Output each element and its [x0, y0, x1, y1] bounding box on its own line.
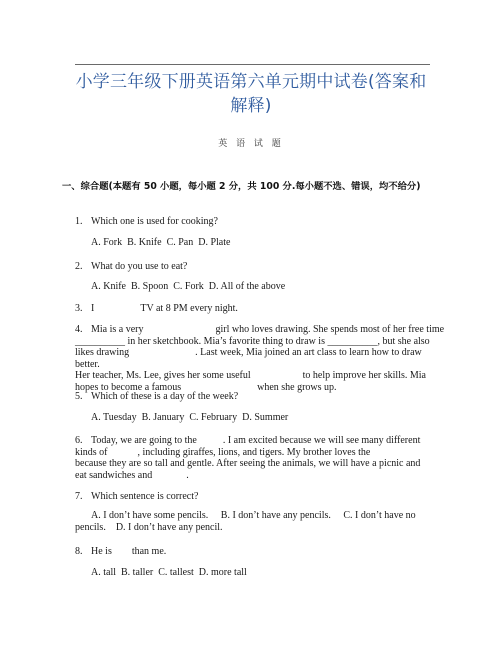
q4-line-5b: when she grows up.: [257, 381, 337, 393]
section-heading: 一、综合题(本题有 50 小题，每小题 2 分，共 100 分.每小题不选、错误，均不给分): [62, 181, 421, 192]
question-1: [75, 216, 455, 228]
option-c: C. Fork: [173, 281, 204, 292]
page-subtitle: 英 语 试 题: [218, 139, 284, 149]
question-7-options: [75, 510, 451, 533]
question-8-options: [91, 567, 252, 579]
title-line-2: 解释): [230, 96, 272, 116]
q4-line-3b: . Last week, Mia joined an art class to learn how to draw better.: [75, 347, 422, 370]
question-text: Which one is used for cooking?: [91, 216, 218, 227]
title-line-1: 小学三年级下册英语第六单元期中试卷(答案和: [75, 72, 427, 92]
option-d: D. Plate: [198, 237, 231, 248]
q4-line-1b: girl who loves drawing. She spends most of her free time: [215, 324, 445, 335]
question-text: Which sentence is correct?: [91, 491, 199, 502]
question-number: 1.: [75, 216, 83, 227]
question-number: 4.: [75, 324, 83, 335]
question-4: [75, 324, 447, 393]
option-c: C. tallest: [158, 567, 194, 578]
option-a: A. tall: [91, 567, 116, 578]
q6-line-2b: , including giraffes, lions, and tigers. My brother loves the: [137, 446, 371, 458]
q6-line-1a: Today, we are going to the: [91, 435, 197, 446]
question-text-end: TV at 8 PM every night.: [140, 303, 238, 314]
question-1-options: [91, 237, 235, 249]
question-text: Which of these is a day of the week?: [91, 391, 239, 402]
q4-line-4b: to help improve her skills. Mia: [302, 370, 426, 381]
q4-line-2: __________ in her sketchbook. Mia’s favorite thing to draw is __________, but she also: [75, 335, 430, 347]
option-d: D. Summer: [242, 412, 289, 423]
option-b: B. taller: [121, 567, 154, 578]
q4-line-5a: hopes to become a famous: [75, 381, 182, 393]
question-2-options: [91, 281, 290, 293]
q6-line-2a: kinds of: [75, 446, 108, 458]
question-text: What do you use to eat?: [91, 261, 188, 272]
option-b: B. Spoon: [131, 281, 169, 292]
question-number: 2.: [75, 261, 83, 272]
option-b: B. January: [141, 412, 185, 423]
q7-options-line-2: pencils. D. I don’t have any pencil.: [75, 521, 223, 533]
q6-line-3: because they are so tall and gentle. After seeing the animals, we will have a picnic and: [75, 458, 421, 469]
q4-line-3a: likes drawing: [75, 347, 130, 358]
question-text-start: He is: [91, 546, 112, 557]
question-number: 6.: [75, 435, 83, 446]
question-7: [75, 491, 455, 503]
question-text-end: than me.: [131, 546, 167, 557]
option-a: A. Fork: [91, 237, 123, 248]
option-a: A. Tuesday: [91, 412, 137, 423]
question-6: [75, 435, 447, 481]
option-d: D. All of the above: [208, 281, 286, 292]
option-b: B. Knife: [127, 237, 162, 248]
q6-line-1b: . I am excited because we will see many different: [222, 435, 421, 446]
header-rule: [75, 64, 430, 65]
option-c: C. Pan: [166, 237, 194, 248]
option-d: D. more tall: [198, 567, 247, 578]
q6-line-4a: eat sandwiches and: [75, 469, 153, 481]
page-title: [60, 70, 442, 118]
question-3: [75, 303, 455, 315]
question-number: 3.: [75, 303, 83, 314]
question-text-start: I: [91, 303, 95, 314]
q4-line-1a: Mia is a very: [91, 324, 144, 335]
question-2: [75, 261, 455, 273]
option-a: A. Knife: [91, 281, 126, 292]
question-number: 8.: [75, 546, 83, 557]
q4-line-4a: Her teacher, Ms. Lee, gives her some useful: [75, 370, 251, 381]
option-c: C. February: [189, 412, 238, 423]
q7-options-line-1: A. I don’t have some pencils. B. I don’t have any pencils. C. I don’t have no: [91, 510, 416, 521]
q6-line-4b: .: [186, 469, 189, 481]
question-5: [75, 391, 455, 403]
question-number: 7.: [75, 491, 83, 502]
question-number: 5.: [75, 391, 83, 402]
question-5-options: [91, 412, 293, 424]
question-8: [75, 546, 455, 558]
